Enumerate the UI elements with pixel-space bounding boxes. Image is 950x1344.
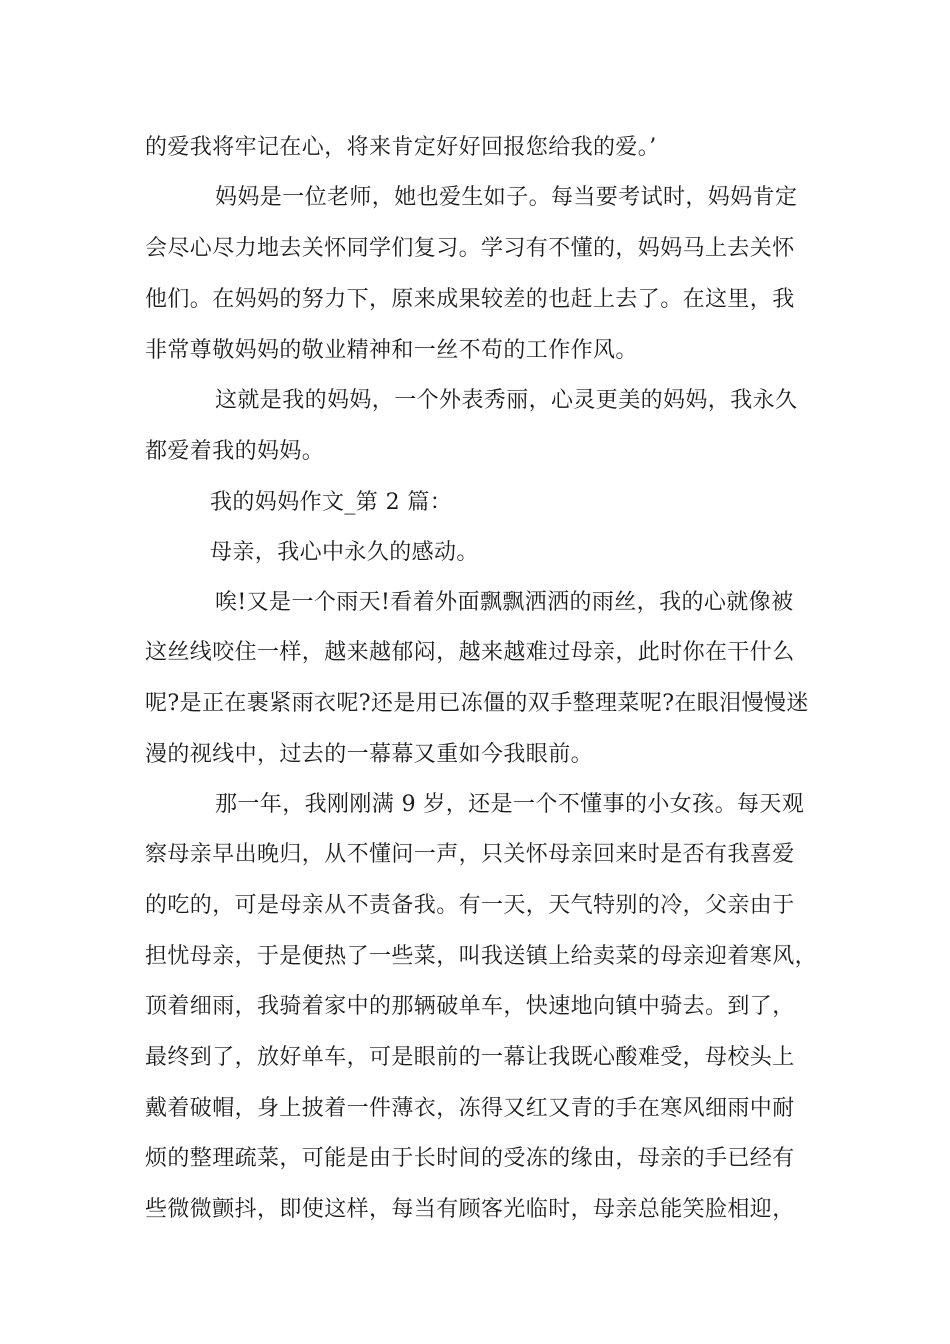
text-line: 漫的视线中，过去的一幕幕又重如今我眼前。 bbox=[145, 742, 594, 767]
text-line: 呢?是正在裹紧雨衣呢?还是用已冻僵的双手整理菜呢?在眼泪慢慢迷 bbox=[145, 691, 809, 716]
text-line: 担忧母亲，于是便热了一些菜，叫我送镇上给卖菜的母亲迎着寒风， bbox=[145, 944, 818, 969]
paragraph-line: 这就是我的妈妈，一个外表秀丽，心灵更美的妈妈，我永久 bbox=[215, 388, 798, 413]
text-line: 些微微颤抖，即使这样，每当有顾客光临时，母亲总能笑脸相迎， bbox=[145, 1197, 795, 1222]
text-line: 察母亲早出晚归，从不懂问一声，只关怀母亲回来时是否有我喜爱 bbox=[145, 842, 795, 867]
text-line: 的爱我将牢记在心，将来肯定好好回报您给我的爱。’ bbox=[145, 135, 657, 160]
text-line: 非常尊敬妈妈的敬业精神和一丝不苟的工作作风。 bbox=[145, 338, 638, 363]
paragraph-line: 妈妈是一位老师，她也爱生如子。每当要考试时，妈妈肯定 bbox=[215, 185, 798, 210]
text-line: 烦的整理疏菜，可能是由于长时间的受冻的缘由，母亲的手已经有 bbox=[145, 1146, 795, 1171]
text-line: 的吃的，可是母亲从不责备我。有一天，天气特别的冷，父亲由于 bbox=[145, 893, 795, 918]
section-heading: 我的妈妈作文_第 2 篇： bbox=[210, 490, 453, 515]
text-line: 都爱着我的妈妈。 bbox=[145, 439, 325, 464]
text-line: 这丝线咬住一样，越来越郁闷，越来越难过母亲，此时你在干什么 bbox=[145, 640, 795, 665]
paragraph-line: 那一年，我刚刚满 9 岁，还是一个不懂事的小女孩。每天观 bbox=[215, 792, 805, 817]
text-line: 会尽心尽力地去关怀同学们复习。学习有不懂的，妈妈马上去关怀 bbox=[145, 236, 795, 261]
paragraph-line: 唉!又是一个雨天!看着外面飘飘洒洒的雨丝，我的心就像被 bbox=[215, 590, 794, 615]
section-subtitle: 母亲，我心中永久的感动。 bbox=[210, 540, 479, 565]
text-line: 最终到了，放好单车，可是眼前的一幕让我既心酸难受，母校头上 bbox=[145, 1045, 795, 1070]
text-line: 顶着细雨，我骑着家中的那辆破单车，快速地向镇中骑去。到了， bbox=[145, 994, 795, 1019]
text-line: 戴着破帽，身上披着一件薄衣，冻得又红又青的手在寒风细雨中耐 bbox=[145, 1096, 795, 1121]
text-line: 他们。在妈妈的努力下，原来成果较差的也赶上去了。在这里，我 bbox=[145, 287, 795, 312]
